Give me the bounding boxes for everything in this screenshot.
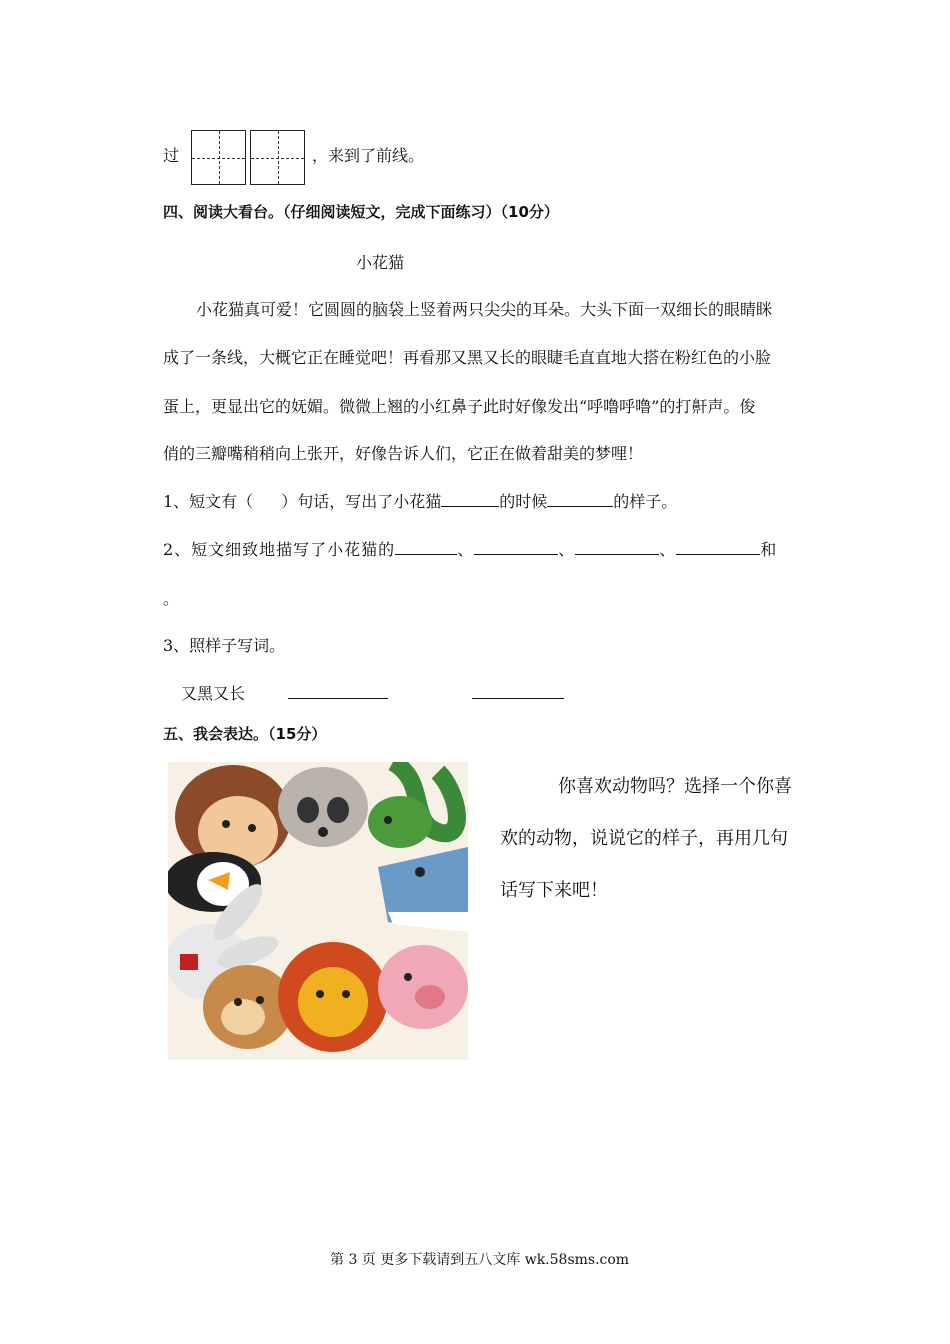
prompt-line-2: 欢的动物，说说它的样子，再用几句 xyxy=(500,828,788,849)
passage-line-2: 成了一条线，大概它正在睡觉吧！再看那又黑又长的眼睫毛直直地大搭在粉红色的小脸 xyxy=(163,348,772,367)
passage-line-4: 俏的三瓣嘴稍稍向上张开，好像告诉人们，它正在做着甜美的梦哩！ xyxy=(163,444,644,463)
q2-blank-4[interactable] xyxy=(676,540,760,555)
question-2: 2、短文细致地描写了小花猫的 、 、 、 和 xyxy=(163,540,778,559)
top-prefix: 过 xyxy=(163,146,180,165)
prompt-line-3: 话写下来吧！ xyxy=(500,880,608,901)
writing-box-2[interactable] xyxy=(250,130,305,185)
top-suffix: ，来到了前线。 xyxy=(312,146,425,165)
writing-box-1[interactable] xyxy=(191,130,246,185)
passage-title: 小花猫 xyxy=(356,253,405,272)
question-1: 1、短文有（ ）句话，写出了小花猫 的时候 的样子。 xyxy=(163,492,678,511)
animal-circle-illustration xyxy=(168,762,468,1060)
page-footer: 第 3 页 更多下载请到五八文库 wk.58sms.com xyxy=(330,1252,630,1268)
prompt-line-1: 你喜欢动物吗？选择一个你喜 xyxy=(558,776,792,797)
q2-tail: 。 xyxy=(163,589,180,608)
passage-line-1: 小花猫真可爱！它圆圆的脑袋上竖着两只尖尖的耳朵。大头下面一双细长的眼睛眯 xyxy=(196,300,773,319)
question-3: 3、照样子写词。 xyxy=(163,636,286,655)
q1-blank-2[interactable] xyxy=(547,492,613,507)
section5-heading: 五、我会表达。（15分） xyxy=(163,725,327,743)
q2-blank-1[interactable] xyxy=(395,540,457,555)
section4-heading: 四、阅读大看台。（仔细阅读短文，完成下面练习）（10分） xyxy=(163,203,559,221)
animals-svg xyxy=(168,762,468,1060)
q2-blank-3[interactable] xyxy=(575,540,659,555)
q3-example: 又黑又长 xyxy=(181,684,246,703)
passage-line-3: 蛋上，更显出它的妩媚。微微上翘的小红鼻子此时好像发出“呼噜呼噜”的打鼾声。俊 xyxy=(163,397,756,416)
q2-blank-2[interactable] xyxy=(474,540,558,555)
q3-blank-2[interactable] xyxy=(472,697,564,699)
q3-blank-1[interactable] xyxy=(288,697,388,699)
q1-blank-1[interactable] xyxy=(441,492,499,507)
